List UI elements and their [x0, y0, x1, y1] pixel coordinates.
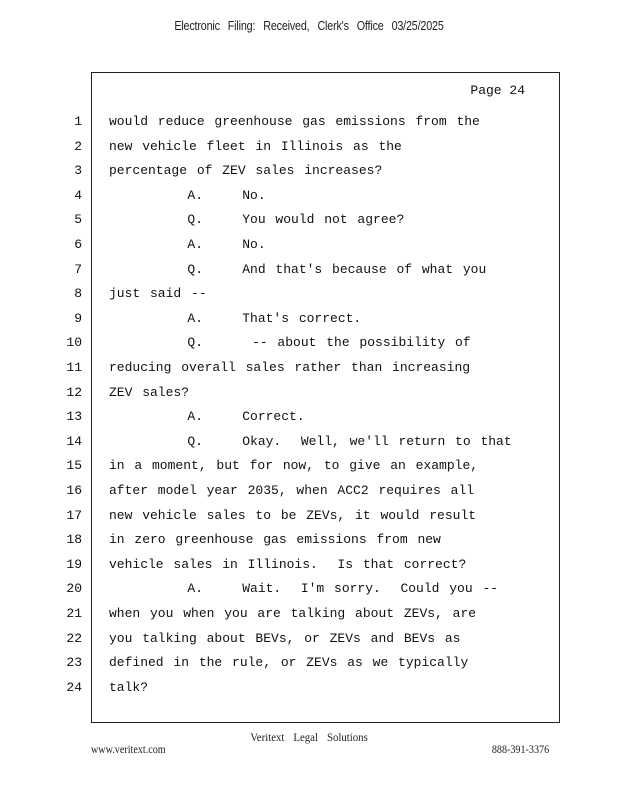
line-number: 1 — [74, 114, 82, 129]
transcript-line: A. No. — [109, 237, 266, 252]
line-number: 7 — [74, 261, 82, 277]
line-number: 17 — [66, 507, 82, 523]
transcript-line: in zero greenhouse gas emissions from new — [109, 532, 441, 548]
transcript-line: A. Correct. — [109, 409, 305, 425]
line-number: 21 — [66, 606, 82, 621]
transcript-line: new vehicle fleet in Illinois as the — [109, 138, 402, 154]
line-number: 10 — [66, 335, 82, 351]
transcript-line: percentage of ZEV sales increases? — [109, 163, 383, 179]
line-number: 13 — [66, 409, 82, 425]
transcript-line: talk? — [109, 679, 149, 695]
transcript-line: you talking about BEVs, or ZEVs and BEVs as — [109, 630, 461, 646]
transcript-line: just said -- — [109, 286, 207, 302]
transcript-line: reducing overall sales rather than increasing — [109, 360, 471, 375]
line-number: 12 — [66, 384, 82, 400]
line-number: 4 — [74, 187, 82, 203]
line-number: 15 — [66, 458, 82, 474]
transcript-line: defined in the rule, or ZEVs as we typically — [109, 655, 469, 671]
line-number: 8 — [74, 286, 82, 302]
transcript-line: vehicle sales in Illinois. Is that correct? — [109, 556, 467, 572]
transcript-line: A. That's correct. — [109, 310, 362, 326]
transcript-line: Q. You would not agree? — [109, 212, 405, 228]
page-number-label: Page 24 — [470, 83, 525, 98]
line-number: 23 — [66, 655, 82, 671]
line-number: 2 — [74, 138, 82, 154]
line-number: 14 — [66, 433, 82, 449]
transcript-line: A. No. — [109, 187, 266, 203]
transcript-line: would reduce greenhouse gas emissions from the — [109, 114, 480, 129]
footer-company: Veritext Legal Solutions — [250, 730, 368, 744]
line-number: 20 — [66, 581, 82, 597]
line-number: 19 — [66, 556, 82, 572]
footer-phone: 888-391-3376 — [491, 744, 549, 756]
footer-website: www.veritext.com — [91, 744, 166, 756]
line-number: 22 — [66, 630, 82, 646]
line-number: 9 — [74, 310, 82, 326]
transcript-line: Q. -- about the possibility of — [109, 335, 471, 351]
line-number: 5 — [74, 212, 82, 228]
filing-header: Electronic Filing: Received, Clerk's Office 03/25/2025 — [174, 19, 444, 33]
line-number: 24 — [66, 679, 82, 695]
line-number: 3 — [74, 163, 82, 179]
transcript-line: new vehicle sales to be ZEVs, it would result — [109, 507, 477, 523]
transcript-line: Q. Okay. Well, we'll return to that — [109, 433, 512, 449]
transcript-line: Q. And that's because of what you — [109, 261, 487, 277]
line-number: 6 — [74, 237, 82, 252]
transcript-line: after model year 2035, when ACC2 requires all — [109, 483, 475, 498]
line-number: 16 — [66, 483, 82, 498]
transcript-line: A. Wait. I'm sorry. Could you -- — [109, 581, 499, 597]
line-number: 18 — [66, 532, 82, 548]
transcript-line: when you when you are talking about ZEVs, are — [109, 606, 477, 621]
transcript-line: ZEV sales? — [109, 384, 190, 400]
transcript-line: in a moment, but for now, to give an example, — [109, 458, 479, 474]
line-number: 11 — [66, 360, 82, 375]
